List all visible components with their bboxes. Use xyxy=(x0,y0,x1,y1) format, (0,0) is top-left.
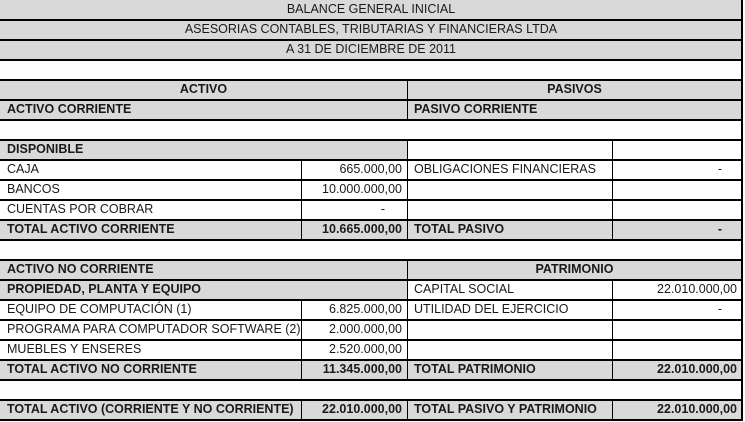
total-row xyxy=(0,220,742,240)
total-label: TOTAL ACTIVO CORRIENTE xyxy=(0,220,301,240)
spacer-row xyxy=(0,380,742,400)
activo-no-corriente-title: ACTIVO NO CORRIENTE xyxy=(0,260,407,280)
table-row xyxy=(0,280,742,300)
grand-total-value: 22.010.000,00 xyxy=(612,400,742,420)
page-title: BALANCE GENERAL INICIAL xyxy=(286,2,456,16)
total-value: 10.665.000,00 xyxy=(301,220,407,240)
company-name: ASESORIAS CONTABLES, TRIBUTARIAS Y FINANCIERAS LTDA xyxy=(184,22,558,36)
grid-line xyxy=(0,339,742,341)
grid-line xyxy=(0,99,742,101)
grid-line xyxy=(407,140,408,240)
account-label: UTILIDAD DEL EJERCICIO xyxy=(414,302,569,316)
grid-line xyxy=(0,239,742,241)
account-label: CAJA xyxy=(7,162,39,176)
total-value: - xyxy=(612,220,742,240)
grid-line xyxy=(0,179,742,181)
account-value: 6.825.000,00 xyxy=(329,302,402,316)
account-value: 2.000.000,00 xyxy=(329,322,402,336)
pasivos-title: PASIVOS xyxy=(407,80,742,100)
grand-total-value: 22.010.000,00 xyxy=(301,400,407,420)
grid-line xyxy=(612,140,613,240)
grid-line xyxy=(0,139,742,141)
disponible-label: DISPONIBLE xyxy=(0,140,407,160)
account-label: CUENTAS POR COBRAR xyxy=(7,202,154,216)
section-header-row xyxy=(0,80,742,100)
activo-title: ACTIVO xyxy=(0,80,407,100)
grid-line xyxy=(612,280,613,380)
activo-corriente-title: ACTIVO CORRIENTE xyxy=(0,100,407,120)
date-row xyxy=(0,40,742,60)
grid-line xyxy=(612,400,613,420)
grid-line xyxy=(407,400,408,420)
grid-line xyxy=(0,259,742,261)
empty-cell xyxy=(407,140,612,160)
total-label: TOTAL PATRIMONIO xyxy=(407,360,612,380)
total-value: 11.345.000,00 xyxy=(301,360,407,380)
grid-line xyxy=(0,379,742,381)
account-value: - xyxy=(717,302,722,316)
grid-line xyxy=(0,59,742,61)
grid-line xyxy=(301,300,302,380)
account-label: CAPITAL SOCIAL xyxy=(414,282,515,296)
grid-line xyxy=(0,19,742,21)
table-row xyxy=(0,180,742,200)
disponible-row xyxy=(0,140,742,160)
account-value: 10.000.000,00 xyxy=(322,182,402,196)
grand-total-row xyxy=(0,400,742,420)
grid-line xyxy=(0,79,742,81)
spacer-row xyxy=(0,120,742,140)
grid-line xyxy=(407,260,408,380)
report-date: A 31 DE DICIEMBRE DE 2011 xyxy=(286,42,456,56)
table-row xyxy=(0,160,742,180)
account-label: MUEBLES Y ENSERES xyxy=(7,342,142,356)
grid-line xyxy=(0,159,742,161)
account-value: 2.520.000,00 xyxy=(329,342,402,356)
grid-line xyxy=(0,299,742,301)
grid-line xyxy=(0,199,742,201)
table-row xyxy=(0,200,742,220)
account-label: BANCOS xyxy=(7,182,60,196)
no-corriente-header-row xyxy=(0,260,742,280)
grid-line xyxy=(0,319,742,321)
pasivo-corriente-title: PASIVO CORRIENTE xyxy=(407,100,742,120)
total-label: TOTAL PASIVO xyxy=(407,220,612,240)
table-row xyxy=(0,340,742,360)
total-label: TOTAL ACTIVO NO CORRIENTE xyxy=(0,360,301,380)
company-row xyxy=(0,20,742,40)
grid-line xyxy=(301,400,302,420)
account-label: OBLIGACIONES FINANCIERAS xyxy=(414,162,596,176)
grid-line xyxy=(741,0,743,421)
spacer-row xyxy=(0,240,742,260)
total-row xyxy=(0,360,742,380)
grid-line xyxy=(0,359,742,361)
grid-line xyxy=(0,119,742,121)
corriente-header-row xyxy=(0,100,742,120)
account-value: 665.000,00 xyxy=(339,162,402,176)
table-row xyxy=(0,320,742,340)
spacer-row xyxy=(0,60,742,80)
grid-line xyxy=(0,419,742,421)
grand-total-label: TOTAL PASIVO Y PATRIMONIO xyxy=(407,400,612,420)
grid-line xyxy=(0,399,742,401)
empty-cell xyxy=(612,140,742,160)
account-value: - xyxy=(380,202,385,216)
grid-line xyxy=(0,39,742,41)
grid-line xyxy=(301,160,302,240)
account-value: 22.010.000,00 xyxy=(657,282,737,296)
total-value: 22.010.000,00 xyxy=(612,360,742,380)
ppe-label: PROPIEDAD, PLANTA Y EQUIPO xyxy=(0,280,407,300)
account-label: PROGRAMA PARA COMPUTADOR SOFTWARE (2) xyxy=(7,322,301,336)
table-row xyxy=(0,300,742,320)
patrimonio-title: PATRIMONIO xyxy=(407,260,742,280)
grid-line xyxy=(0,279,742,281)
grand-total-label: TOTAL ACTIVO (CORRIENTE Y NO CORRIENTE) xyxy=(0,400,301,420)
grid-line xyxy=(407,80,408,120)
account-label: EQUIPO DE COMPUTACIÓN (1) xyxy=(7,302,192,316)
account-value: - xyxy=(717,162,722,176)
title-row xyxy=(0,0,742,20)
grid-line xyxy=(0,219,742,221)
